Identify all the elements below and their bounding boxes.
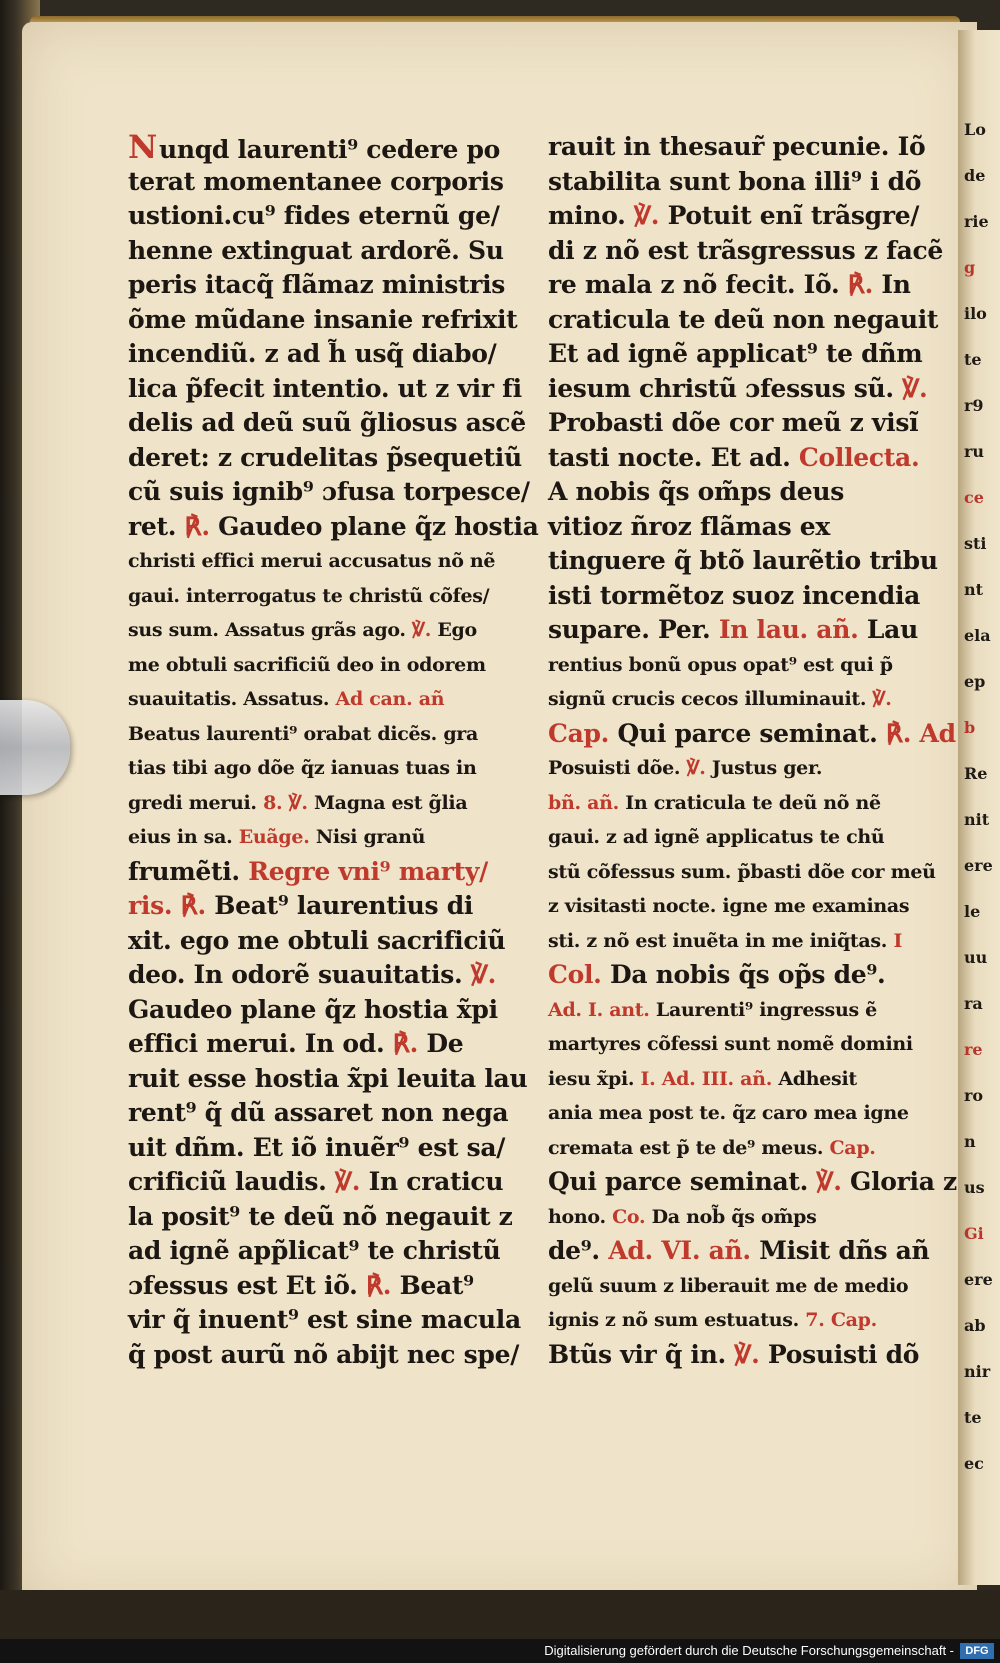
text-line xyxy=(548,1234,943,1269)
text-line xyxy=(548,786,943,821)
text-segment: Qui parce seminat. xyxy=(548,1167,817,1196)
dfg-logo: DFG xyxy=(960,1643,994,1659)
text-segment: eius in sa. xyxy=(128,826,239,848)
text-segment: de⁹. xyxy=(548,1236,609,1265)
text-line xyxy=(548,544,943,579)
facing-page-fragment: n xyxy=(964,1132,976,1151)
rubric-text: Regre vni⁹ marty/ xyxy=(248,856,488,886)
text-segment: A nobis q̃s om̃ps deus xyxy=(548,477,844,506)
text-segment: Nisi granũ xyxy=(309,826,426,848)
text-segment: delis ad deũ suũ g̃liosus ascẽ xyxy=(128,408,526,437)
text-segment: craticula te deũ non negauit xyxy=(548,304,939,334)
text-line xyxy=(128,1338,528,1373)
text-segment: me obtuli sacrificiũ deo in odorem xyxy=(128,653,486,676)
text-segment: Gaudeo plane q̃z hostia xyxy=(209,511,539,541)
text-line xyxy=(128,441,528,476)
text-segment: gaui. z ad ignẽ applicatus te chũ xyxy=(548,826,885,848)
text-line xyxy=(128,199,528,234)
text-segment: lica p̃fecit intentio. ut z vir fi xyxy=(128,373,522,403)
text-segment: Probasti dõe cor meũ z visĩ xyxy=(548,408,919,437)
text-line xyxy=(128,372,528,407)
facing-page-fragment: ra xyxy=(964,994,983,1013)
rubric-text: ℣. xyxy=(872,688,892,710)
facing-page-fragment: de xyxy=(964,166,986,185)
text-line xyxy=(128,1131,528,1166)
text-segment: peris itacq̃ flãmaz ministris xyxy=(128,270,506,299)
text-segment: rentius bonũ opus opat⁹ est qui p̃ xyxy=(548,653,893,676)
rubric-text: ℣. xyxy=(633,201,660,230)
text-line xyxy=(548,1165,957,1200)
facing-page-fragment: ro xyxy=(964,1086,984,1105)
text-segment: di z nõ est trãsgressus z facẽ xyxy=(548,235,944,265)
text-segment: terat momentanee corporis xyxy=(128,166,504,196)
text-segment: deret: z crudelitas p̃sequetiũ xyxy=(128,442,522,472)
text-segment: Ego xyxy=(431,619,477,641)
text-segment: uit dñm. Et iõ inuẽr⁹ est sa/ xyxy=(128,1132,506,1162)
text-segment: martyres cõfessi sunt nomẽ domini xyxy=(548,1033,913,1055)
text-segment: unqd laurenti⁹ cedere po xyxy=(158,135,501,164)
text-segment: tias tibi ago dõe q̃z ianuas tuas in xyxy=(128,757,477,779)
text-segment: Btũs vir q̃ in. xyxy=(548,1339,735,1369)
text-segment: vitioz ñroz flãmas ex xyxy=(548,511,830,541)
rubric-text: 8. ℣. xyxy=(263,791,308,814)
text-line xyxy=(128,475,528,510)
text-line xyxy=(128,682,528,717)
rubric-text: ℟. xyxy=(184,511,210,541)
text-segment: gaui. interrogatus te christũ cõfes/ xyxy=(128,584,490,607)
text-segment: incendiũ. z ad h̃ usq̃ diabo/ xyxy=(128,339,497,368)
rubric-text: Ad. I. ant. xyxy=(548,998,650,1021)
text-line xyxy=(128,889,528,924)
text-segment: In xyxy=(872,270,911,299)
text-segment: Potuit enĩ trãsgre/ xyxy=(659,201,920,230)
facing-page-fragment: ab xyxy=(964,1316,986,1335)
rubric-text: Col. xyxy=(548,960,602,989)
initial-letter: N xyxy=(128,128,157,166)
text-line xyxy=(548,475,943,510)
facing-page-fragment: ere xyxy=(964,1270,993,1289)
text-line xyxy=(548,613,943,648)
rubric-text: 7. Cap. xyxy=(805,1309,877,1331)
text-segment: Da nob̃ q̃s om̃ps xyxy=(645,1205,817,1228)
text-segment: xit. ego me obtuli sacrificiũ xyxy=(128,925,506,955)
text-line xyxy=(548,234,943,269)
rubric-text: ℟. xyxy=(365,1270,392,1300)
facing-page-fragment: r9 xyxy=(964,396,984,415)
text-line xyxy=(548,406,943,441)
text-line xyxy=(128,544,528,579)
rubric-text: bñ. añ. xyxy=(548,791,619,814)
text-line xyxy=(548,958,943,993)
footer-bar xyxy=(0,1639,1000,1663)
text-segment: Beat⁹ xyxy=(391,1270,474,1300)
text-line xyxy=(548,268,943,303)
text-segment: iesu x̃pi. xyxy=(548,1067,641,1090)
text-segment: ignis z nõ sum estuatus. xyxy=(548,1309,806,1331)
text-segment: Beat⁹ laurentius di xyxy=(205,891,474,920)
rubric-text: In lau. añ. xyxy=(718,615,859,644)
facing-page-fragment: Gi xyxy=(964,1224,984,1243)
rubric-text: Cap. xyxy=(829,1136,876,1159)
text-segment: ɔfessus est Et iõ. xyxy=(128,1270,366,1300)
facing-page-fragment: g xyxy=(964,258,976,277)
text-segment: gredi merui. xyxy=(128,791,264,814)
text-line xyxy=(548,717,956,752)
text-segment: Beatus laurenti⁹ orabat dicẽs. gra xyxy=(128,722,479,745)
text-line xyxy=(128,303,528,338)
facing-page-fragment: ec xyxy=(964,1454,984,1473)
facing-page-fragment: b xyxy=(964,718,976,737)
text-line xyxy=(128,717,528,752)
text-segment: Justus ger. xyxy=(705,757,823,779)
text-segment: stabilita sunt bona illi⁹ i dõ xyxy=(548,166,922,196)
rubric-text: Ad. VI. añ. xyxy=(608,1236,751,1265)
rubric-text: Co. xyxy=(612,1205,646,1228)
facing-page-fragment: sti xyxy=(964,534,987,553)
rubric-text: Ad can. añ xyxy=(335,688,445,710)
text-line xyxy=(128,855,528,890)
text-segment: õme mũdane insanie refrixit xyxy=(128,304,518,334)
text-line xyxy=(128,1062,528,1097)
text-segment: frumẽti. xyxy=(128,856,249,886)
text-line xyxy=(548,820,943,855)
text-line xyxy=(128,1269,528,1304)
text-segment: Lau xyxy=(858,615,918,644)
text-line xyxy=(548,1303,943,1338)
text-segment: Laurenti⁹ ingressus ẽ xyxy=(649,998,877,1021)
text-segment: crificiũ laudis. xyxy=(128,1167,335,1196)
rubric-text: Cap. xyxy=(548,718,610,748)
text-line xyxy=(128,751,528,786)
text-segment: Gaudeo plane q̃z hostia x̃pi xyxy=(128,994,498,1024)
text-line xyxy=(548,441,943,476)
text-line xyxy=(128,510,539,545)
rubric-text: ℣. xyxy=(816,1167,842,1196)
text-segment: Misit dñs añ xyxy=(750,1236,930,1265)
text-line xyxy=(128,1234,528,1269)
text-segment: mino. xyxy=(548,201,634,230)
facing-page-fragment: nir xyxy=(964,1362,991,1381)
text-line xyxy=(128,130,528,165)
text-line xyxy=(548,372,943,407)
text-segment: gelũ suum z liberauit me de medio xyxy=(548,1274,909,1297)
text-segment: rent⁹ q̃ dũ assaret non nega xyxy=(128,1098,509,1127)
text-segment: sus sum. Assatus grãs ago. xyxy=(128,619,412,641)
text-line xyxy=(128,613,528,648)
text-segment: isti tormẽtoz suoz incendia xyxy=(548,580,921,610)
text-segment: cremata est p̃ te de⁹ meus. xyxy=(548,1136,830,1159)
facing-page-fragment: nit xyxy=(964,810,990,829)
rubric-text: ℣. xyxy=(412,619,432,641)
text-segment: ruit esse hostia x̃pi leuita lau xyxy=(128,1063,528,1093)
text-line xyxy=(548,579,943,614)
text-line xyxy=(548,165,943,200)
left-text-column xyxy=(128,128,539,1372)
rubric-text: I. Ad. III. añ. xyxy=(640,1067,773,1090)
text-segment: supare. Per. xyxy=(548,615,719,644)
rubric-text: ℣. xyxy=(734,1339,760,1369)
text-line xyxy=(548,1338,943,1373)
rubric-text: ℣. xyxy=(470,960,497,989)
facing-page-fragment: ru xyxy=(964,442,985,461)
text-line xyxy=(548,648,943,683)
facing-page-fragment: ep xyxy=(964,672,986,691)
facing-page-fragment: ere xyxy=(964,856,993,875)
facing-page-fragment: te xyxy=(964,1408,982,1427)
text-segment: De xyxy=(418,1029,464,1058)
facing-page-fragment: re xyxy=(964,1040,983,1059)
rubric-text: Euãge. xyxy=(238,826,310,848)
text-segment: In craticu xyxy=(360,1167,504,1196)
text-segment: Posuisti dõe. xyxy=(548,757,687,779)
text-line xyxy=(128,268,528,303)
text-segment: Qui parce seminat. xyxy=(609,718,886,748)
text-segment: stũ cõfessus sum. p̃basti dõe cor meũ xyxy=(548,860,936,883)
text-segment: ania mea post te. q̃z caro mea igne xyxy=(548,1102,909,1124)
text-line xyxy=(128,1303,528,1338)
text-segment: tinguere q̃ btõ laurẽtio tribu xyxy=(548,546,938,575)
facing-page-fragment: rie xyxy=(964,212,989,231)
facing-page-fragment: Lo xyxy=(964,120,986,139)
text-segment: Magna est g̃lia xyxy=(307,791,468,814)
text-segment: re mala z nõ fecit. Iõ. xyxy=(548,270,848,299)
text-segment: christi effici merui accusatus nõ nẽ xyxy=(128,550,496,572)
text-segment: ret. xyxy=(128,511,185,541)
text-segment: Adhesit xyxy=(772,1067,857,1090)
text-line xyxy=(128,406,528,441)
text-line xyxy=(128,579,528,614)
facing-page-fragment: le xyxy=(964,902,981,921)
text-segment: Gloria z xyxy=(841,1167,957,1196)
text-segment: q̃ post aurũ nõ abijt nec spe/ xyxy=(128,1339,520,1369)
facing-page-fragment: ilo xyxy=(964,304,987,323)
text-segment: cũ suis ignib⁹ ɔfusa torpesce/ xyxy=(128,477,530,506)
text-line xyxy=(548,1096,943,1131)
facing-page-fragment: ela xyxy=(964,626,991,645)
text-segment: signũ crucis cecos illuminauit. xyxy=(548,688,873,710)
text-line xyxy=(548,682,943,717)
text-line xyxy=(128,958,528,993)
text-segment: Posuisti dõ xyxy=(759,1339,920,1369)
right-text-column xyxy=(548,130,957,1372)
text-line xyxy=(548,1269,943,1304)
text-line xyxy=(548,130,943,165)
text-line xyxy=(128,786,528,821)
rubric-text: Collecta. xyxy=(798,442,920,472)
facing-page-fragment: ce xyxy=(964,488,984,507)
text-segment: suauitatis. Assatus. xyxy=(128,688,336,710)
text-line xyxy=(548,199,943,234)
text-line xyxy=(548,1062,943,1097)
text-segment: In craticula te deũ nõ nẽ xyxy=(618,791,881,814)
text-line xyxy=(128,993,528,1028)
rubric-text: ris. ℟. xyxy=(128,891,206,920)
text-line xyxy=(128,820,528,855)
text-line xyxy=(128,1165,528,1200)
text-segment: iesum christũ ɔfessus sũ. xyxy=(548,373,903,403)
text-line xyxy=(128,924,528,959)
text-line xyxy=(548,337,943,372)
text-segment: effici merui. In od. xyxy=(128,1029,393,1058)
text-line xyxy=(548,889,943,924)
text-segment: sti. z nõ est inuẽta in me iniq̃tas. xyxy=(548,929,894,952)
text-segment: tasti nocte. Et ad. xyxy=(548,442,799,472)
facing-page-fragment: Re xyxy=(964,764,988,783)
facing-page-fragment: uu xyxy=(964,948,988,967)
rubric-text: ℣. xyxy=(902,373,928,403)
text-segment: ad ignẽ app̃licat⁹ te christũ xyxy=(128,1236,501,1265)
text-line xyxy=(128,648,528,683)
text-line xyxy=(548,993,943,1028)
text-line xyxy=(128,1200,528,1235)
text-line xyxy=(548,1131,943,1166)
rubric-text: ℟. Ad xyxy=(885,718,956,748)
text-segment: henne extinguat ardorẽ. Su xyxy=(128,235,504,265)
text-line xyxy=(128,234,528,269)
rubric-text: I xyxy=(893,929,903,952)
text-segment: rauit in thesaur̃ pecunie. Iõ xyxy=(548,132,926,161)
text-line xyxy=(548,1027,943,1062)
text-segment: deo. In odorẽ suauitatis. xyxy=(128,960,471,989)
text-line xyxy=(548,510,943,545)
text-line xyxy=(128,1096,528,1131)
text-line xyxy=(548,924,943,959)
funding-notice: Digitalisierung gefördert durch die Deutsche Forschungsgemeinschaft - xyxy=(544,1643,954,1658)
facing-page-strip xyxy=(958,30,1000,1585)
rubric-text: ℟. xyxy=(392,1029,419,1058)
text-segment: ustioni.cu⁹ fides eternũ ge/ xyxy=(128,201,500,230)
text-line xyxy=(548,1200,943,1235)
text-segment: la posit⁹ te deũ nõ negauit z xyxy=(128,1201,513,1231)
text-segment: hono. xyxy=(548,1205,613,1228)
text-line xyxy=(548,303,943,338)
text-segment: vir q̃ inuent⁹ est sine macula xyxy=(128,1305,521,1334)
text-line xyxy=(548,855,943,890)
text-line xyxy=(548,751,943,786)
facing-page-fragment: te xyxy=(964,350,982,369)
rubric-text: ℣. xyxy=(334,1167,361,1196)
text-segment: Et ad ignẽ applicat⁹ te dñm xyxy=(548,339,923,368)
text-line xyxy=(128,1027,528,1062)
rubric-text: ℟. xyxy=(847,270,873,299)
text-line xyxy=(128,165,528,200)
text-segment: z visitasti nocte. igne me examinas xyxy=(548,895,910,917)
facing-page-fragment: us xyxy=(964,1178,985,1197)
text-segment: Da nobis q̃s op̃s de⁹. xyxy=(601,960,886,989)
rubric-text: ℣. xyxy=(686,757,706,779)
facing-page-fragment: nt xyxy=(964,580,984,599)
text-line xyxy=(128,337,528,372)
